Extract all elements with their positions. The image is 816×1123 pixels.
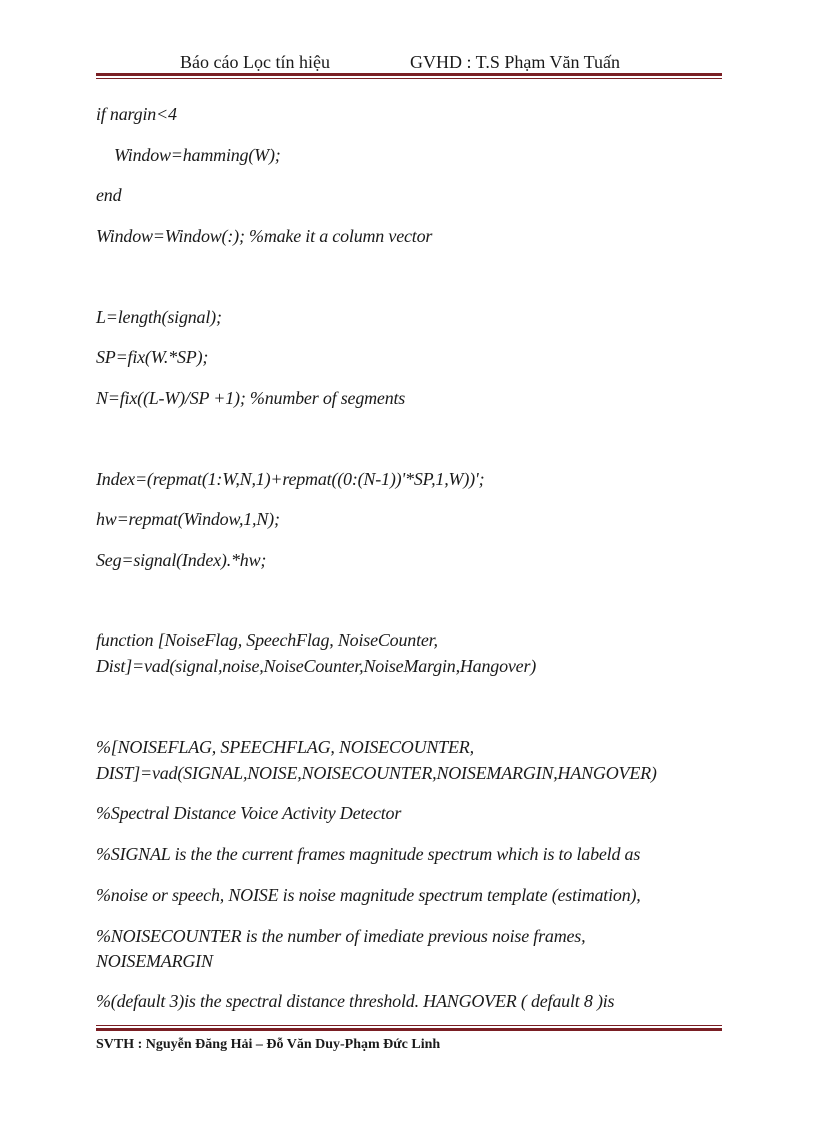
- code-line: hw=repmat(Window,1,N);: [96, 509, 280, 529]
- code-line: DIST]=vad(SIGNAL,NOISE,NOISECOUNTER,NOISEMARGIN,HANGOVER): [96, 763, 657, 783]
- code-line: %(default 3)is the spectral distance threshold. HANGOVER ( default 8 )is: [96, 991, 615, 1011]
- student-names: SVTH : Nguyễn Đăng Hải – Đỗ Văn Duy-Phạm Đức Linh: [96, 1037, 441, 1052]
- footer-divider: [96, 1025, 722, 1031]
- code-line: SP=fix(W.*SP);: [96, 347, 209, 367]
- code-line: Seg=signal(Index).*hw;: [96, 550, 267, 570]
- report-title: Báo cáo Lọc tín hiệu: [180, 52, 330, 72]
- code-line: end: [96, 185, 122, 205]
- code-line: Window=Window(:); %make it a column vector: [96, 226, 433, 246]
- code-line: function [NoiseFlag, SpeechFlag, NoiseCounter,: [96, 630, 438, 650]
- code-line: Window=hamming(W);: [114, 145, 281, 165]
- code-line: Index=(repmat(1:W,N,1)+repmat((0:(N-1))'*SP,1,W))';: [96, 469, 485, 489]
- supervisor-name: GVHD : T.S Phạm Văn Tuấn: [410, 52, 621, 72]
- code-line: %noise or speech, NOISE is noise magnitude spectrum template (estimation),: [96, 885, 641, 905]
- code-line: if nargin<4: [96, 104, 177, 124]
- code-line: N=fix((L-W)/SP +1); %number of segments: [96, 388, 406, 408]
- code-line: %SIGNAL is the the current frames magnitude spectrum which is to labeld as: [96, 844, 641, 864]
- code-line: %Spectral Distance Voice Activity Detector: [96, 803, 402, 823]
- code-line: Dist]=vad(signal,noise,NoiseCounter,NoiseMargin,Hangover): [96, 656, 537, 676]
- header-divider: [96, 73, 722, 79]
- code-line: %[NOISEFLAG, SPEECHFLAG, NOISECOUNTER,: [96, 737, 474, 757]
- code-line: %NOISECOUNTER is the number of imediate previous noise frames,: [96, 926, 586, 946]
- code-line: L=length(signal);: [96, 307, 222, 327]
- code-line: NOISEMARGIN: [96, 951, 213, 971]
